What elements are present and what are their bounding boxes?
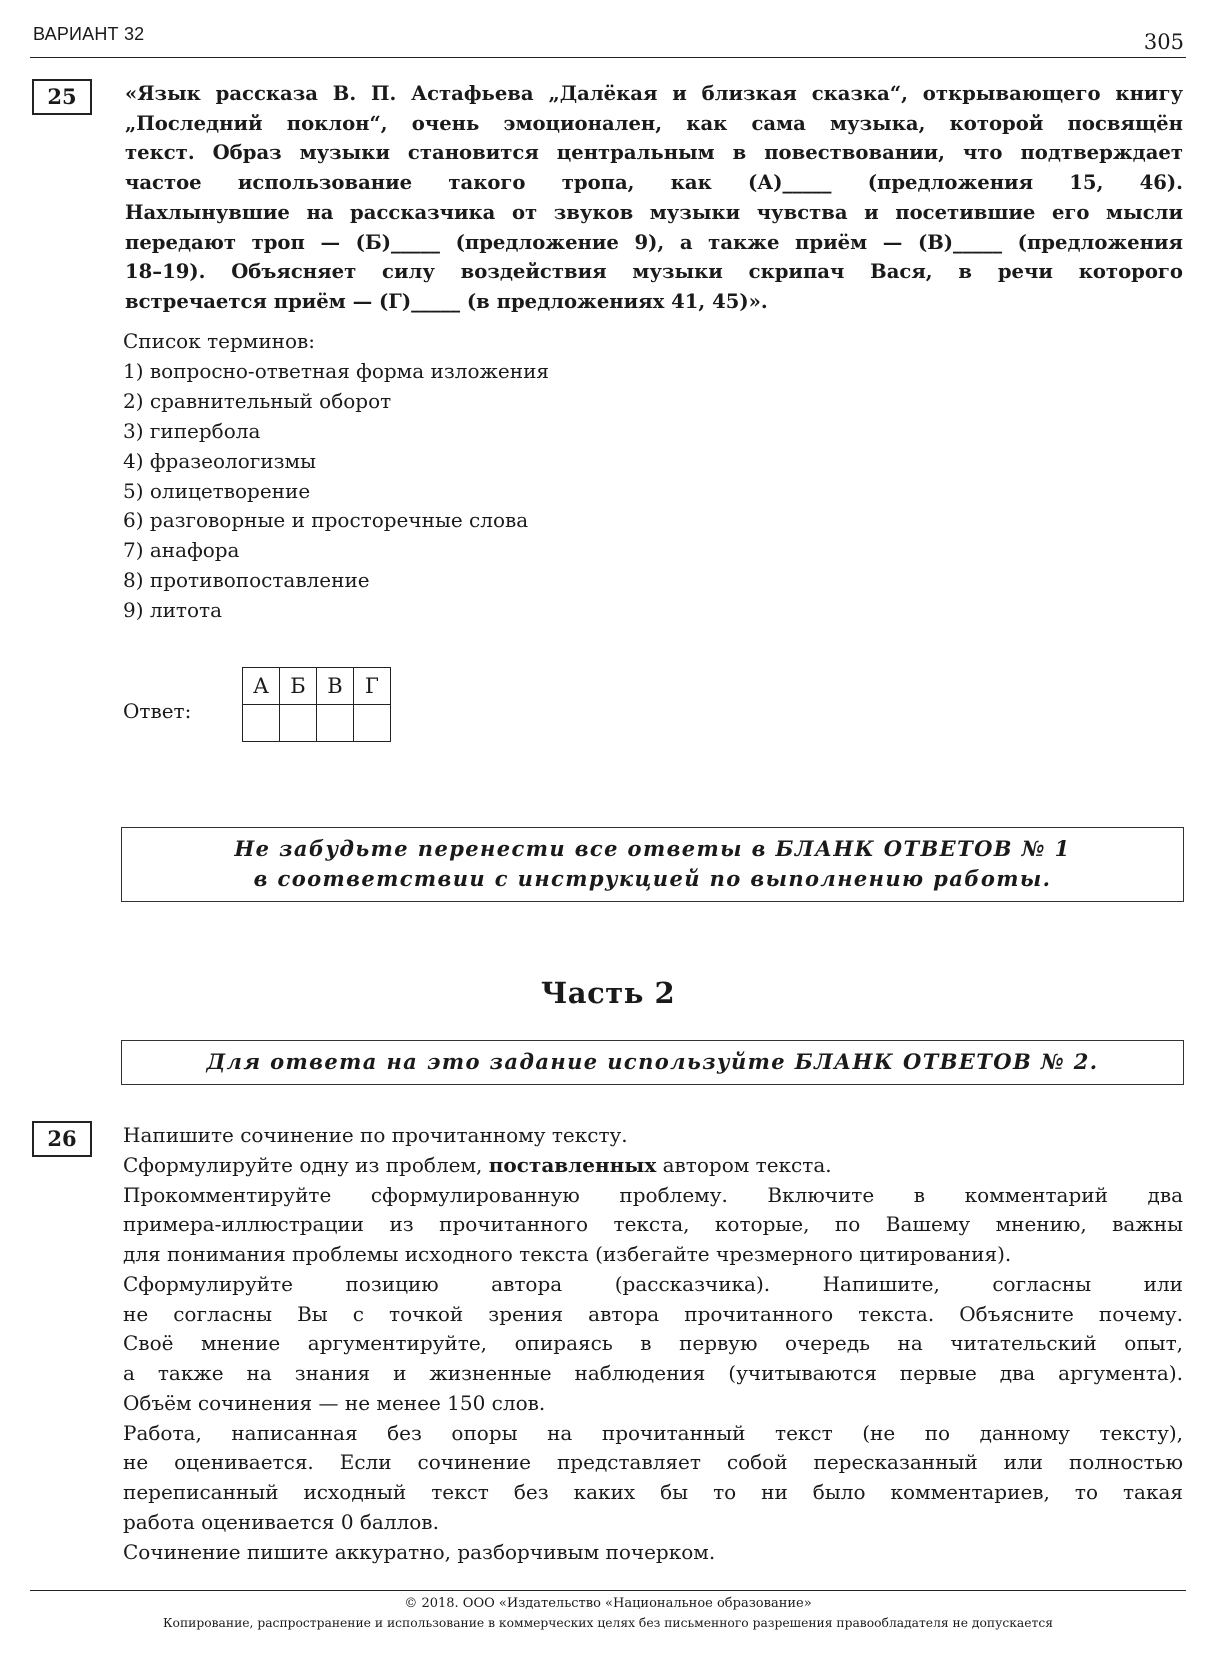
- answer-header-v: В: [317, 668, 354, 705]
- term-item: 2) сравнительный оборот: [123, 388, 392, 413]
- task-26-text: [123, 1121, 1183, 1567]
- task-number-26: 26: [32, 1121, 92, 1157]
- notice-line: Не забудьте перенести все ответы в БЛАНК ОТВЕТОВ № 1: [234, 836, 1071, 861]
- term-item: 1) вопросно-ответная форма изложения: [123, 358, 550, 383]
- task-26-line: переписанный исходный текст без каких бы то ни было комментариев, то такая: [123, 1480, 1183, 1504]
- task-number-25: 25: [32, 79, 92, 115]
- task-26-line: Своё мнение аргументируйте, опираясь в первую очередь на читательский опыт,: [123, 1331, 1183, 1356]
- task-26-line: [123, 1151, 1183, 1181]
- task-25-line: частое использование такого тропа, как (А)_____ (предложения 15, 46).: [125, 171, 1183, 195]
- answer-label: Ответ:: [123, 699, 192, 723]
- term-item: 3) гипербола: [123, 418, 261, 443]
- answer-table: [242, 667, 391, 742]
- task-26-line: примера-иллюстрации из прочитанного текста, которые, по Вашему мнению, важны: [123, 1212, 1183, 1237]
- task-26-line: не оценивается. Если сочинение представляет собой пересказанный или полностью: [123, 1450, 1183, 1475]
- term-item: 7) анафора: [123, 538, 240, 563]
- task-25-line: встречается приём — (Г)_____ (в предложениях 41, 45)».: [125, 289, 768, 313]
- task-26-line: для понимания проблемы исходного текста (избегайте чрезмерного цитирования).: [123, 1242, 1012, 1266]
- variant-title: ВАРИАНТ 32: [33, 24, 145, 44]
- terms-list: [123, 327, 549, 626]
- task-26-line: Прокомментируйте сформулированную проблему. Включите в комментарий два: [123, 1182, 1183, 1207]
- header-divider: [30, 57, 1186, 58]
- task-25-line: «Язык рассказа В. П. Астафьева „Далёкая и близкая сказка“, открывающего книгу: [125, 82, 1183, 105]
- task-25-line: „Последний поклон“, очень эмоционален, как сама музыка, которой посвящён: [125, 111, 1183, 135]
- term-item: 5) олицетворение: [123, 478, 311, 503]
- task-25-text: [125, 79, 1183, 317]
- answer-cell-a[interactable]: [243, 705, 280, 742]
- page-number: 305: [1143, 30, 1184, 54]
- term-item: 8) противопоставление: [123, 568, 370, 593]
- answer-input-row: [243, 705, 391, 742]
- task-26-line: Сформулируйте позицию автора (рассказчика). Напишите, согласны или: [123, 1271, 1183, 1296]
- part-2-title: Часть 2: [540, 976, 676, 1010]
- task-26-line: не согласны Вы с точкой зрения автора прочитанного текста. Объясните почему.: [123, 1301, 1183, 1326]
- task-26-line-part: Сформулируйте одну из проблем,: [123, 1152, 489, 1177]
- task-26-line: Напишите сочинение по прочитанному тексту.: [123, 1123, 628, 1147]
- task-26-bold-word: поставленных: [488, 1152, 657, 1177]
- answer-header-g: Г: [354, 668, 391, 705]
- answer-cell-g[interactable]: [354, 705, 391, 742]
- notice-line: в соответствии с инструкцией по выполнению работы.: [253, 866, 1052, 891]
- answer-cell-b[interactable]: [280, 705, 317, 742]
- task-26-line: Сочинение пишите аккуратно, разборчивым почерком.: [123, 1539, 716, 1564]
- task-26-line: а также на знания и жизненные наблюдения (учитываются первые два аргумента).: [123, 1361, 1183, 1385]
- footer-copyright: © 2018. ООО «Издательство «Национальное образование»: [404, 1596, 812, 1611]
- task-25-line: передают троп — (Б)_____ (предложение 9), а также приём — (В)_____ (предложения: [125, 230, 1183, 254]
- answer-header-row: [243, 668, 391, 705]
- task-25-line: 18–19). Объясняет силу воздействия музыки скрипач Вася, в речи которого: [125, 260, 1183, 284]
- answer-header-a: А: [243, 668, 280, 705]
- task-26-line-part: автором текста.: [656, 1152, 832, 1177]
- footer-divider: [30, 1590, 1186, 1591]
- task-26-line: Работа, написанная без опоры на прочитанный текст (не по данному тексту),: [123, 1420, 1183, 1445]
- transfer-answers-notice: [121, 827, 1184, 902]
- task-26-rest: [123, 1181, 1183, 1568]
- answer-header-b: Б: [280, 668, 317, 705]
- task-26-line: работа оценивается 0 баллов.: [123, 1509, 439, 1534]
- footer-copying-notice: Копирование, распространение и использование в коммерческих целях без письменного разрешения правообладателя не допускается: [163, 1616, 1053, 1630]
- term-item: 6) разговорные и просторечные слова: [123, 508, 529, 533]
- answer-cell-v[interactable]: [317, 705, 354, 742]
- task-25-line: Нахлынувшие на рассказчика от звуков музыки чувства и посетившие его мысли: [125, 200, 1183, 224]
- term-item: 4) фразеологизмы: [123, 448, 316, 473]
- term-item: 9) литота: [123, 598, 223, 623]
- terms-title: Список терминов:: [123, 329, 316, 353]
- answer-form-2-notice: Для ответа на это задание используйте БЛАНК ОТВЕТОВ № 2.: [121, 1040, 1184, 1085]
- task-25-line: текст. Образ музыки становится центральным в повествовании, что подтверждает: [125, 141, 1183, 165]
- task-26-line: Объём сочинения — не менее 150 слов.: [123, 1390, 546, 1415]
